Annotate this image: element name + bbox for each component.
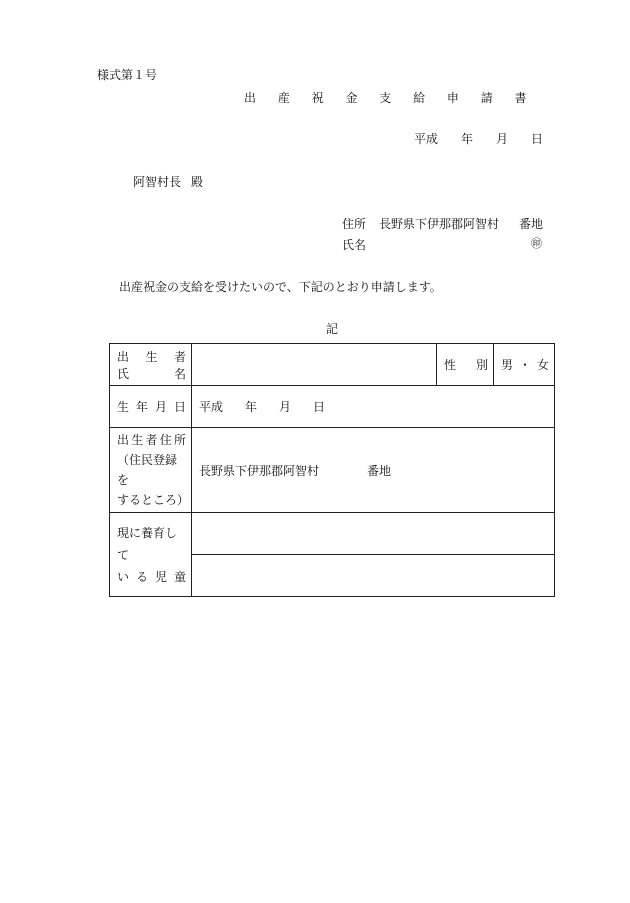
- child-name-label-line2: 氏 名: [117, 366, 186, 381]
- gender-male[interactable]: 男: [501, 358, 514, 372]
- birthdate-year: 年: [245, 400, 258, 414]
- date-day-label: 日: [531, 132, 544, 146]
- date-era: 平成: [414, 132, 439, 146]
- children-label: 現に養育して い る 児 童: [110, 513, 192, 597]
- ki-heading: 記: [326, 322, 339, 336]
- date-month-label: 月: [496, 132, 509, 146]
- birthdate-month: 月: [279, 400, 292, 414]
- application-table: [109, 343, 555, 597]
- document-title: 出 産 祝 金 支 給 申 請 書: [244, 91, 536, 105]
- birthdate-cell[interactable]: [192, 386, 555, 428]
- date-year-label: 年: [461, 132, 474, 146]
- gender-separator: ・: [518, 358, 531, 372]
- form-number: 様式第１号: [97, 68, 158, 82]
- applicant-name-label: 氏名: [342, 238, 367, 252]
- row-children-1: [110, 513, 555, 555]
- child-name-label: [110, 344, 192, 386]
- addressee-suffix: 殿: [191, 175, 204, 189]
- birth-address-label: 出 生 者 住 所 （住民登録を するところ）: [110, 428, 192, 513]
- row-child-name: [110, 344, 555, 386]
- birth-address-cell[interactable]: [192, 428, 555, 513]
- application-statement: 出産祝金の支給を受けたいので、下記のとおり申請します。: [119, 280, 442, 294]
- children-cell-2[interactable]: [192, 555, 555, 597]
- gender-female[interactable]: 女: [536, 358, 549, 372]
- row-birthdate: [110, 386, 555, 428]
- applicant-address-label: 住所: [342, 217, 367, 231]
- birth-address-value: 長野県下伊那郡阿智村: [199, 463, 320, 478]
- seal-mark: ㊞: [531, 237, 542, 250]
- birthdate-label: 生 年 月 日: [110, 386, 192, 428]
- gender-choice[interactable]: [494, 344, 555, 386]
- addressee-name: 阿智村長: [133, 175, 182, 189]
- row-birth-address: [110, 428, 555, 513]
- child-name-label-line1: 出 生 者: [117, 349, 186, 364]
- gender-label: 性 別: [437, 344, 494, 386]
- applicant-address-value: 長野県下伊那郡阿智村: [379, 217, 500, 231]
- birthdate-day: 日: [313, 400, 326, 414]
- birthdate-era: 平成: [199, 400, 224, 414]
- applicant-address-banchi: 番地: [519, 217, 544, 231]
- child-name-cell[interactable]: [192, 344, 437, 386]
- children-cell-1[interactable]: [192, 513, 555, 555]
- birth-address-banchi: 番地: [367, 463, 392, 478]
